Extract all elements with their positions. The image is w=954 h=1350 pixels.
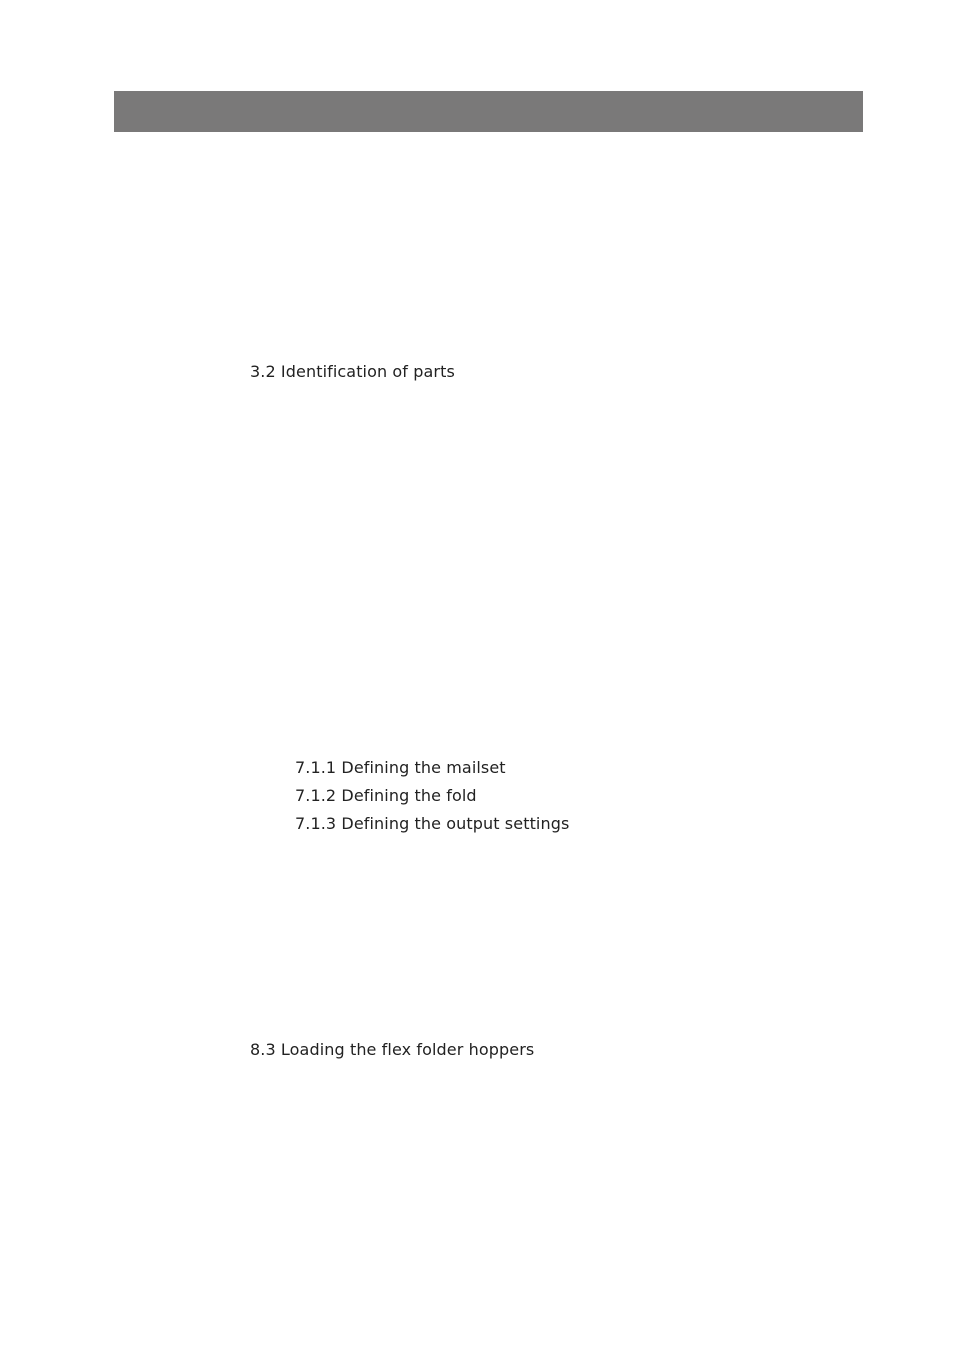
toc-entry-7-1-3[interactable]: 7.1.3 Defining the output settings: [295, 814, 570, 833]
toc-entry-8-3[interactable]: 8.3 Loading the flex folder hoppers: [250, 1040, 535, 1059]
header-bar: [114, 91, 863, 132]
toc-entry-7-1-1[interactable]: 7.1.1 Defining the mailset: [295, 758, 506, 777]
toc-entry-7-1-2[interactable]: 7.1.2 Defining the fold: [295, 786, 477, 805]
toc-entry-3-2[interactable]: 3.2 Identification of parts: [250, 362, 455, 381]
